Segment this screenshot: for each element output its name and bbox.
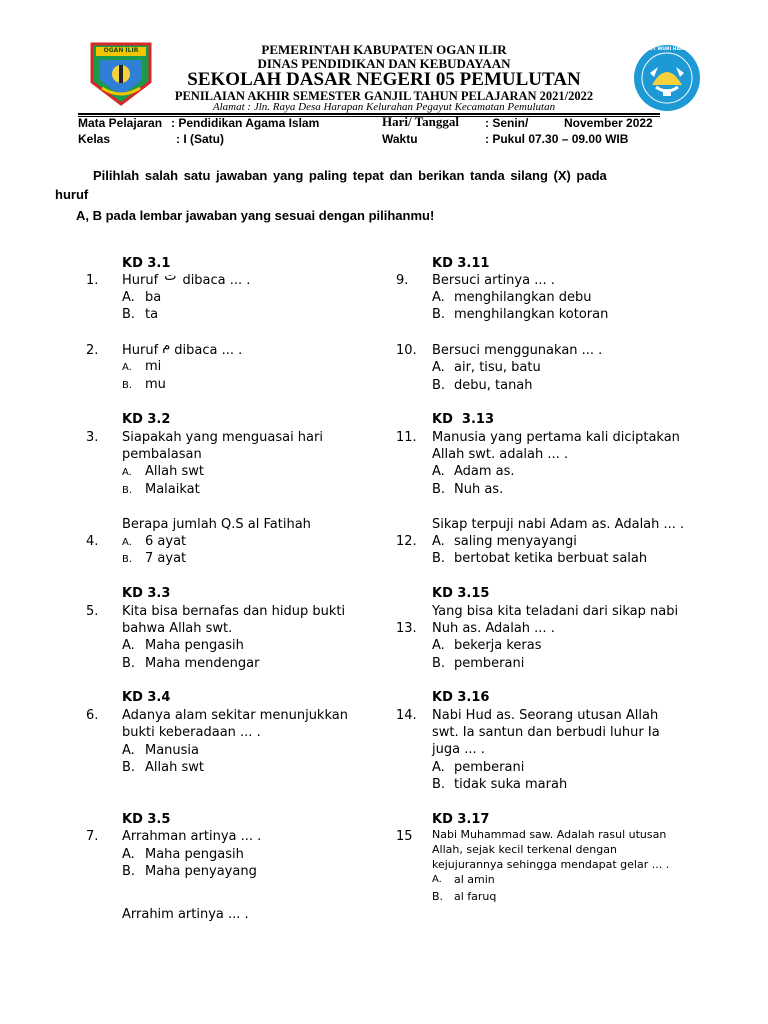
q1-text-pre: Huruf <box>122 273 159 288</box>
q15-text-line3: kejujurannya sehingga mendapat gelar ... . <box>432 858 670 871</box>
q15-text-line2: Allah, sejak kecil terkenal dengan <box>432 843 617 856</box>
q5-text-line1: Kita bisa bernafas dan hidup bukti <box>122 604 346 619</box>
day-value: : Senin/ <box>485 116 529 130</box>
q12-a-letter: A. <box>432 534 445 549</box>
q13-number: 13. <box>396 621 417 636</box>
q1-number: 1. <box>86 273 99 288</box>
q13-a-letter: A. <box>432 638 445 653</box>
q5-a: Maha pengasih <box>145 638 244 653</box>
kd-3-15: KD 3.15 <box>432 586 490 601</box>
q1-text-post: dibaca ... . <box>182 273 251 288</box>
q10-number: 10. <box>396 343 417 358</box>
subject-value: : Pendidikan Agama Islam <box>171 116 320 130</box>
day-label: Hari/ Tanggal <box>382 114 459 129</box>
q14-text-line3: juga ... . <box>432 742 485 757</box>
q7-text: Arrahman artinya ... . <box>122 829 262 844</box>
q10-text: Bersuci menggunakan ... . <box>432 343 603 358</box>
q7-b: Maha penyayang <box>145 864 257 879</box>
q6-text-line2: bukti keberadaan ... . <box>122 725 261 740</box>
tut-wuri-handayani-label: TUT WURI HANDAYANI <box>646 47 703 52</box>
q4-number: 4. <box>86 534 99 549</box>
q1-a: ba <box>145 290 162 305</box>
q12-a: saling menyayangi <box>454 534 577 549</box>
q11-b: Nuh as. <box>454 482 504 497</box>
instructions-line3: A, B pada lembar jawaban yang sesuai dengan pilihanmu! <box>76 208 435 223</box>
q5-a-letter: A. <box>122 638 135 653</box>
q5-text-line2: bahwa Allah swt. <box>122 621 233 636</box>
kd-3-13: KD 3.13 <box>432 412 494 427</box>
q1-b-letter: B. <box>122 307 136 322</box>
q10-a: air, tisu, batu <box>454 360 541 375</box>
q12-text: Sikap terpuji nabi Adam as. Adalah ... . <box>432 517 685 532</box>
q14-text-line1: Nabi Hud as. Seorang utusan Allah <box>432 708 659 723</box>
kd-3-16: KD 3.16 <box>432 690 490 705</box>
kd-3-1: KD 3.1 <box>122 256 171 271</box>
q14-text-line2: swt. Ia santun dan berbudi luhur Ia <box>432 725 660 740</box>
q14-a: pemberani <box>454 760 525 775</box>
instructions-line1: Pilihlah salah satu jawaban yang paling tepat dan berikan tanda silang (X) pada <box>93 168 607 183</box>
q2-b: mu <box>145 377 166 392</box>
q13-b: pemberani <box>454 656 525 671</box>
q15-a-letter: A. <box>432 874 442 885</box>
q14-a-letter: A. <box>432 760 445 775</box>
q15-b: al faruq <box>454 890 497 903</box>
q5-number: 5. <box>86 604 99 619</box>
q4-a-letter: A. <box>122 537 132 548</box>
q3-b-letter: B. <box>122 485 133 496</box>
q6-text-line1: Adanya alam sekitar menunjukkan <box>122 708 348 723</box>
q3-number: 3. <box>86 430 99 445</box>
q2-text <box>122 339 243 358</box>
q14-b: tidak suka marah <box>454 777 568 792</box>
q11-a: Adam as. <box>454 464 515 479</box>
header-government: PEMERINTAH KABUPATEN OGAN ILIR <box>261 42 507 57</box>
q11-a-letter: A. <box>432 464 445 479</box>
q6-a-letter: A. <box>122 743 135 758</box>
q2-text-pre: Huruf <box>122 343 159 358</box>
arabic-ta: ت <box>164 269 177 284</box>
q4-a: 6 ayat <box>145 534 187 549</box>
q4-text: Berapa jumlah Q.S al Fatihah <box>122 517 311 532</box>
q10-a-letter: A. <box>432 360 445 375</box>
q14-b-letter: B. <box>432 777 446 792</box>
date-value: November 2022 <box>564 116 653 130</box>
header-school-name: SEKOLAH DASAR NEGERI 05 PEMULUTAN <box>187 69 581 90</box>
q2-a-letter: A. <box>122 362 132 373</box>
q2-number: 2. <box>86 343 99 358</box>
instructions-line2: huruf <box>55 187 89 202</box>
q10-b: debu, tanah <box>454 378 533 393</box>
q9-number: 9. <box>396 273 409 288</box>
kd-3-2: KD 3.2 <box>122 412 171 427</box>
q1-text <box>122 269 251 288</box>
q4-b: 7 ayat <box>145 551 187 566</box>
q14-number: 14. <box>396 708 417 723</box>
q15-number: 15 <box>396 829 413 844</box>
q8-text: Arrahim artinya ... . <box>122 907 249 922</box>
kd-3-4: KD 3.4 <box>122 690 171 705</box>
q11-text-line2: Allah swt. adalah ... . <box>432 447 569 462</box>
q5-b: Maha mendengar <box>145 656 260 671</box>
q13-b-letter: B. <box>432 656 446 671</box>
q13-a: bekerja keras <box>454 638 542 653</box>
q6-a: Manusia <box>145 743 200 758</box>
class-label: Kelas <box>78 132 111 146</box>
time-value: : Pukul 07.30 – 09.00 WIB <box>485 132 629 146</box>
q4-b-letter: B. <box>122 554 133 565</box>
q15-a: al amin <box>454 873 495 886</box>
q15-b-letter: B. <box>432 890 444 903</box>
kd-3-11: KD 3.11 <box>432 256 490 271</box>
header-exam-title: PENILAIAN AKHIR SEMESTER GANJIL TAHUN PELAJARAN 2021/2022 <box>174 89 594 103</box>
q12-number: 12. <box>396 534 417 549</box>
q7-a: Maha pengasih <box>145 847 244 862</box>
q12-b-letter: B. <box>432 551 446 566</box>
header-address: Alamat : Jln. Raya Desa Harapan Kelurahan Pegayut Kecamatan Pemulutan <box>212 101 556 113</box>
q10-b-letter: B. <box>432 378 446 393</box>
q3-text-line2: pembalasan <box>122 447 202 462</box>
ogan-ilir-logo-label: OGAN ILIR <box>103 47 139 54</box>
header-rule-thick <box>78 113 660 115</box>
q13-text-line2: Nuh as. Adalah ... . <box>432 621 555 636</box>
q3-a-letter: A. <box>122 467 132 478</box>
q6-b-letter: B. <box>122 760 136 775</box>
q1-b: ta <box>145 307 159 322</box>
q2-b-letter: B. <box>122 380 133 391</box>
q11-text-line1: Manusia yang pertama kali diciptakan <box>432 430 680 445</box>
q3-b: Malaikat <box>145 482 200 497</box>
q2-text-post: dibaca ... . <box>174 343 243 358</box>
time-label: Waktu <box>382 132 418 146</box>
q1-a-letter: A. <box>122 290 135 305</box>
q6-number: 6. <box>86 708 99 723</box>
q11-number: 11. <box>396 430 417 445</box>
kd-3-3: KD 3.3 <box>122 586 171 601</box>
q7-b-letter: B. <box>122 864 136 879</box>
q9-b-letter: B. <box>432 307 446 322</box>
q7-number: 7. <box>86 829 99 844</box>
q11-b-letter: B. <box>432 482 446 497</box>
kd-3-17: KD 3.17 <box>432 812 490 827</box>
q3-text-line1: Siapakah yang menguasai hari <box>122 430 323 445</box>
q13-text-line1: Yang bisa kita teladani dari sikap nabi <box>432 604 679 619</box>
q6-b: Allah swt <box>145 760 204 775</box>
header-department: DINAS PENDIDIKAN DAN KEBUDAYAAN <box>257 56 511 71</box>
kd-3-5: KD 3.5 <box>122 812 171 827</box>
q12-b: bertobat ketika berbuat salah <box>454 551 648 566</box>
q9-a: menghilangkan debu <box>454 290 592 305</box>
q9-b: menghilangkan kotoran <box>454 307 609 322</box>
q5-b-letter: B. <box>122 656 136 671</box>
q9-text: Bersuci artinya ... . <box>432 273 555 288</box>
q7-a-letter: A. <box>122 847 135 862</box>
q3-a: Allah swt <box>145 464 204 479</box>
subject-label: Mata Pelajaran <box>78 116 163 130</box>
class-value: : I (Satu) <box>176 132 224 146</box>
q2-a: mi <box>145 359 162 374</box>
arabic-mim: م <box>162 339 171 354</box>
q15-text-line1: Nabi Muhammad saw. Adalah rasul utusan <box>432 828 667 841</box>
q9-a-letter: A. <box>432 290 445 305</box>
